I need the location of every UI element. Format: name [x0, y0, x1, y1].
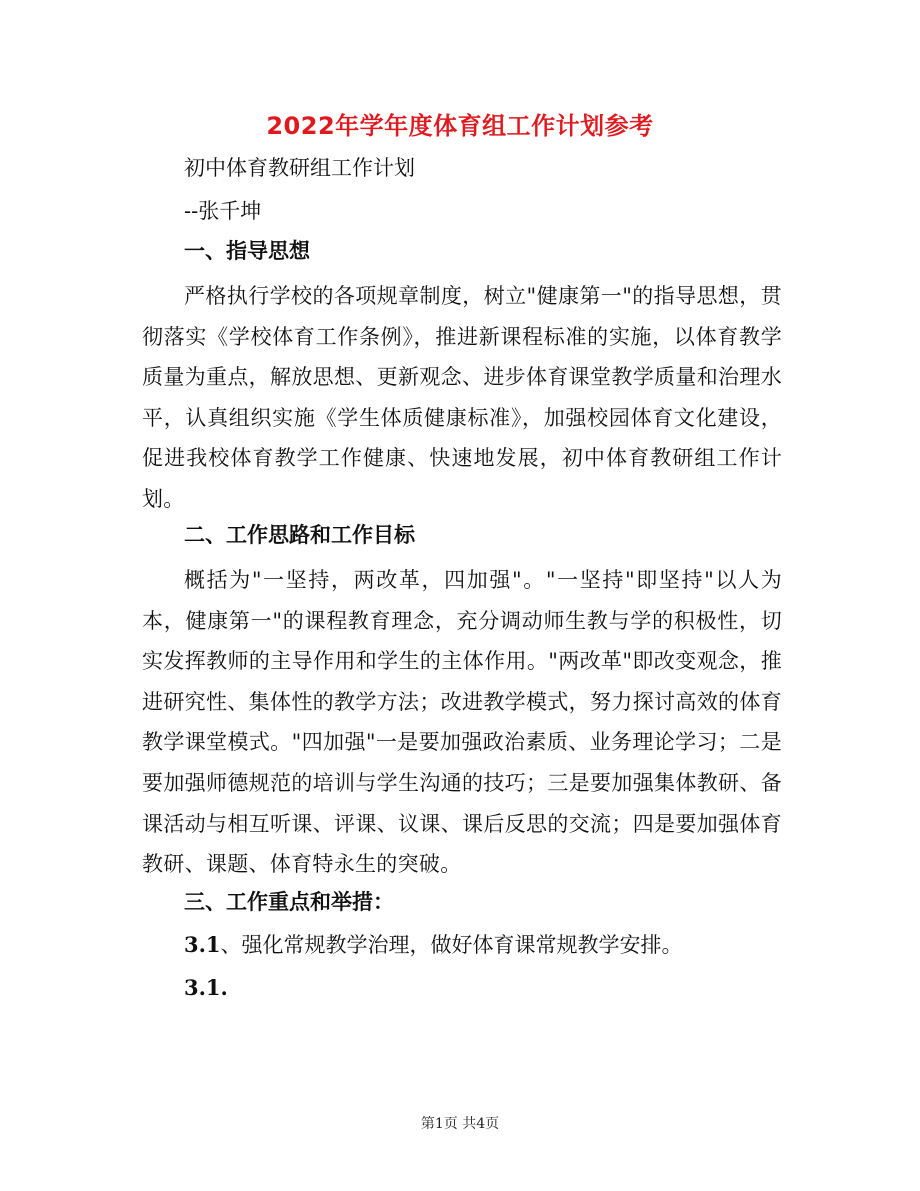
page-footer: 第1页 共4页 — [420, 1116, 500, 1132]
list-item-number: 3.1. — [184, 975, 228, 1000]
document-author: --张千坤 — [184, 199, 262, 223]
section-heading-2: 二、工作思路和工作目标 — [184, 523, 415, 547]
list-item-text: 、强化常规教学治理，做好体育课常规教学安排。 — [220, 933, 683, 957]
section-heading-1: 一、指导思想 — [184, 239, 310, 263]
list-item — [184, 973, 228, 1003]
list-item-number: 3.1 — [184, 932, 221, 957]
section-paragraph-1: 严格执行学校的各项规章制度，树立"健康第一"的指导思想，贯彻落实《学校体育工作条例》，推进新课程标准的实施，以体育教学质量为重点，解放思想、更新观念、进步体育课堂教学质量和治理水平，认真组织实施《学生体质健康标准》，加强校园体育文化建设，促进我校体育教学工作健康、快速地发展，初中体育教研组工作计划。 — [142, 284, 782, 511]
section-paragraph-2: 概括为"一坚持，两改革，四加强"。"一坚持"即坚持"以人为本，健康第一"的课程教育理念，充分调动师生教与学的积极性，切实发挥教师的主导作用和学生的主体作用。"两改革"即改变观念，推进研究性、集体性的教学方法；改进教学模式，努力探讨高效的体育教学课堂模式。"四加强"一是要加强政治素质、业务理论学习；二是要加强师德规范的培训与学生沟通的技巧；三是要加强集体教研、备课活动与相互听课、评课、议课、课后反思的交流；四是要加强体育教研、课题、体育特永生的突破。 — [142, 568, 782, 877]
section-heading-3: 三、工作重点和举措： — [184, 890, 394, 914]
document-title: 2022年学年度体育组工作计划参考 — [266, 112, 654, 140]
list-item — [184, 930, 683, 960]
document-subtitle: 初中体育教研组工作计划 — [184, 156, 415, 180]
